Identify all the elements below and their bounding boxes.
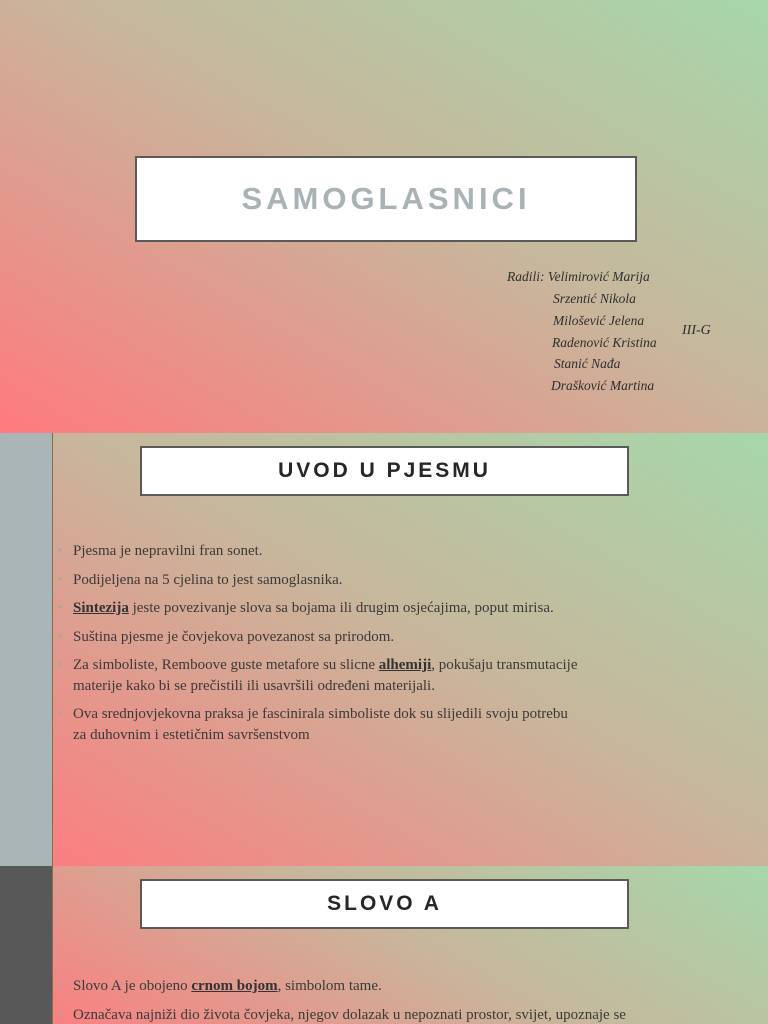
intro-slide [0, 433, 768, 866]
class-label: III-G [682, 323, 711, 338]
list-item: • Sintezija jeste povezivanje slova sa bojama ili drugim osjećajima, poput mirisa. [55, 598, 695, 619]
author-name: Stanić Nađa [554, 356, 621, 371]
author-name: Radenović Kristina [552, 335, 657, 350]
author-name: Srzentić Nikola [553, 291, 636, 306]
section-title: UVOD U PJESMU [140, 446, 629, 496]
list-item: • Ova srednjovjekovna praksa je fascinirala simboliste dok su slijedili svoju potrebu za duhovnim i estetičnim savršenstvom [55, 704, 583, 745]
list-item: • Za simboliste, Remboove guste metafore su slicne alhemiji, pokušaju transmutacije materije kako bi se prečistili ili usavršili određeni materijali. [55, 655, 583, 696]
slide-sidebar [0, 866, 53, 1024]
title-slide [0, 0, 768, 433]
list-item: • Slovo A je obojeno crnom bojom, simbolom tame. [55, 976, 715, 997]
author-name: Velimirović Marija [547, 269, 650, 284]
slide-sidebar [0, 433, 53, 866]
author-name: Milošević Jelena [553, 313, 645, 328]
presentation-title: SAMOGLASNICI [135, 156, 637, 242]
keyword: alhemiji [378, 657, 432, 673]
section-title: SLOVO A [140, 879, 629, 929]
list-item: • Podijeljena na 5 cjelina to jest samoglasnika. [55, 570, 695, 591]
author-name: Drašković Martina [551, 378, 655, 393]
bullet-list [55, 541, 695, 753]
list-item: • Označava najniži dio života čovjeka, njegov dolazak u nepoznati prostor, svijet, upoznaje se [55, 1005, 715, 1024]
list-item: • Pjesma je nepravilni fran sonet. [55, 541, 695, 562]
keyword: crnom bojom [191, 978, 278, 994]
letter-a-slide [0, 866, 768, 1024]
list-item: • Suština pjesme je čovjekova povezanost sa prirodom. [55, 627, 695, 648]
bullet-list [55, 976, 715, 1024]
keyword: Sintezija [73, 600, 129, 616]
authors-label: Radili: Velimirović Marija [507, 269, 650, 284]
